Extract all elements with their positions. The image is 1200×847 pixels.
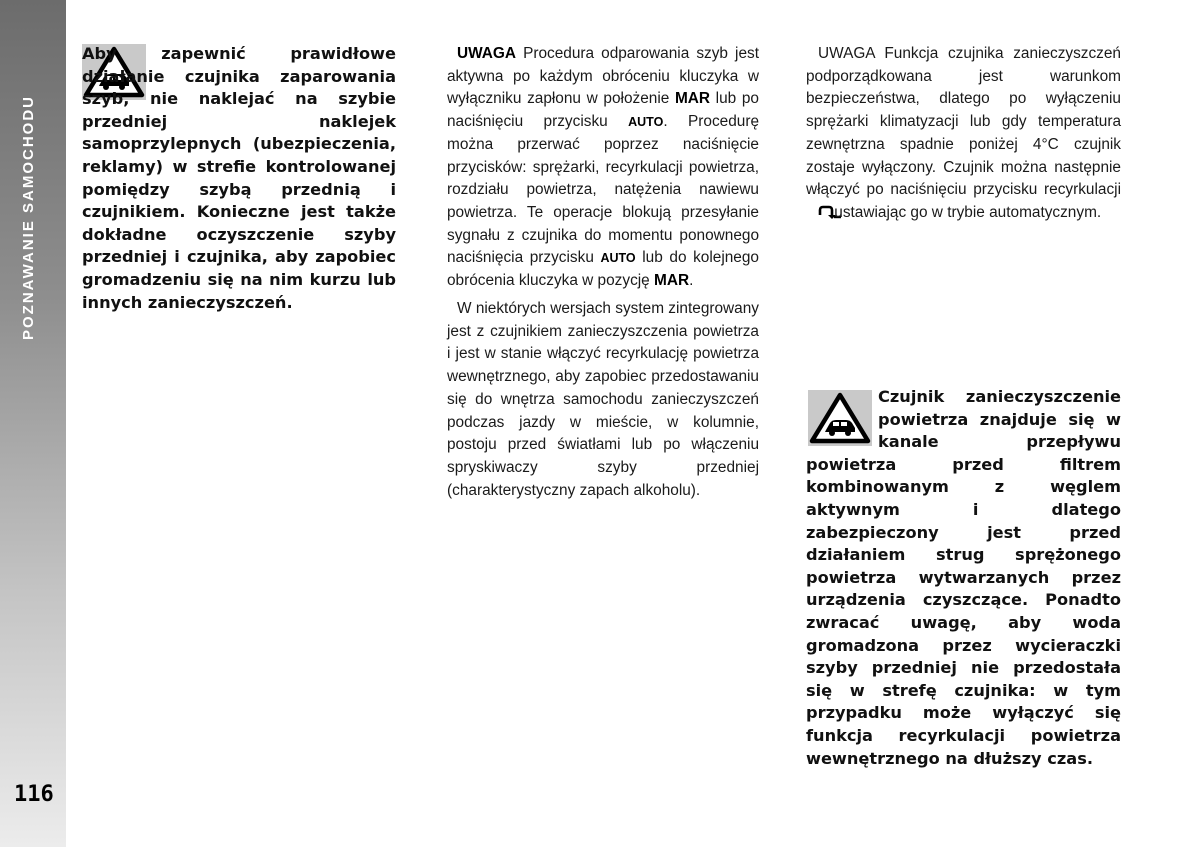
auto-button-label: AUTO (628, 115, 664, 130)
note-text-1: Procedura odparowania szyb jest aktywna po każdym obróceniu kluczyka w wyłączniku zapłonu w położenie (447, 45, 759, 108)
side-bar (0, 0, 66, 847)
mar-position-label: MAR (674, 90, 711, 108)
page-number: 116 (14, 782, 54, 807)
uwaga-label: UWAGA (457, 45, 516, 62)
pollution-note-text: UWAGA Funkcja czujnika zanieczyszczeń podporządkowana jest warunkom bezpieczeństwa, dlatego po wyłączeniu sprężarki klimatyzacji lub gdy temperatura zewnętrzna spadnie poniżej 4°C czujnik zostaje wyłączony. Czujnik można następnie włączyć po naciśnięciu przycisku recyrkulacji (806, 45, 1121, 199)
pollution-note-end: ustawiając go w trybie automatycznym. (834, 203, 1102, 221)
note-text-2: lub po naciśnięciu przycisku (447, 90, 759, 131)
icon-spacer (806, 386, 878, 450)
section-title: POZNAWANIE SAMOCHODU (20, 94, 37, 340)
note-period: . (689, 272, 694, 290)
auto-button-label: AUTO (600, 251, 636, 266)
pollution-sensor-note (806, 43, 1121, 225)
defog-procedure-note (447, 43, 759, 293)
fog-sensor-warning-text: Aby zapewnić prawidłowe działanie czujnika zaparowania szyb, nie naklejać na szybie przedniej naklejek samoprzylepnych (ubezpieczenia, reklamy) w strefie kontrolowanej pomiędzy szybą przednią i czujnikiem. Konieczne jest także dokładne oczyszczenie szyby przedniej i czujnika, aby zapobiec gromadzeniu się na nim kurzu lub innych zanieczyszczeń. (82, 44, 396, 312)
note-text-4: lub do kolejnego obrócenia kluczyka w pozycję (447, 249, 759, 290)
sensor-location-warning-text (806, 386, 1121, 770)
mar-position-label: MAR (654, 272, 690, 290)
note-text-3: . Procedurę można przerwać poprzez naciśnięcie przycisków: sprężarki, recyrkulacji powietrza, rozdziału powietrza, natężenia nawiewu powietrza. Te operacje blokują przesyłanie sygnału z czujnika do momentu ponownego naciśnięcia przycisku (447, 113, 760, 267)
sensor-location-text: Czujnik zanieczyszczenie powietrza znajduje się w kanale przepływu powietrza przed filtrem kombinowanym z węglem aktywnym i dlatego zabezpieczony jest przed działaniem strug sprężonego powietrza wytwarzanych przez urządzenia czyszczące. Ponadto zwracać uwagę, aby woda gromadzona przez wycieraczki szyby przedniej nie przedostała się w strefę czujnika: w tym przypadku może wyłączyć się funkcja recyrkulacji powietrza wewnętrznego na dłuższy czas. (806, 387, 1121, 768)
air-quality-sensor-paragraph: W niektórych wersjach system zintegrowany jest z czujnikiem zanieczyszczenia powietrza i jest w stanie włączyć recyrkulację powietrza wewnętrznego, aby zapobiec przedostawaniu się do wnętrza samochodu zanieczyszczeń podczas jazdy w mieście, w kolumnie, postoju przed światłami lub po włączeniu spryskiwaczy szyby przedniej (charakterystyczny zapach alkoholu). (447, 300, 759, 499)
air-recirculation-icon (806, 204, 830, 218)
